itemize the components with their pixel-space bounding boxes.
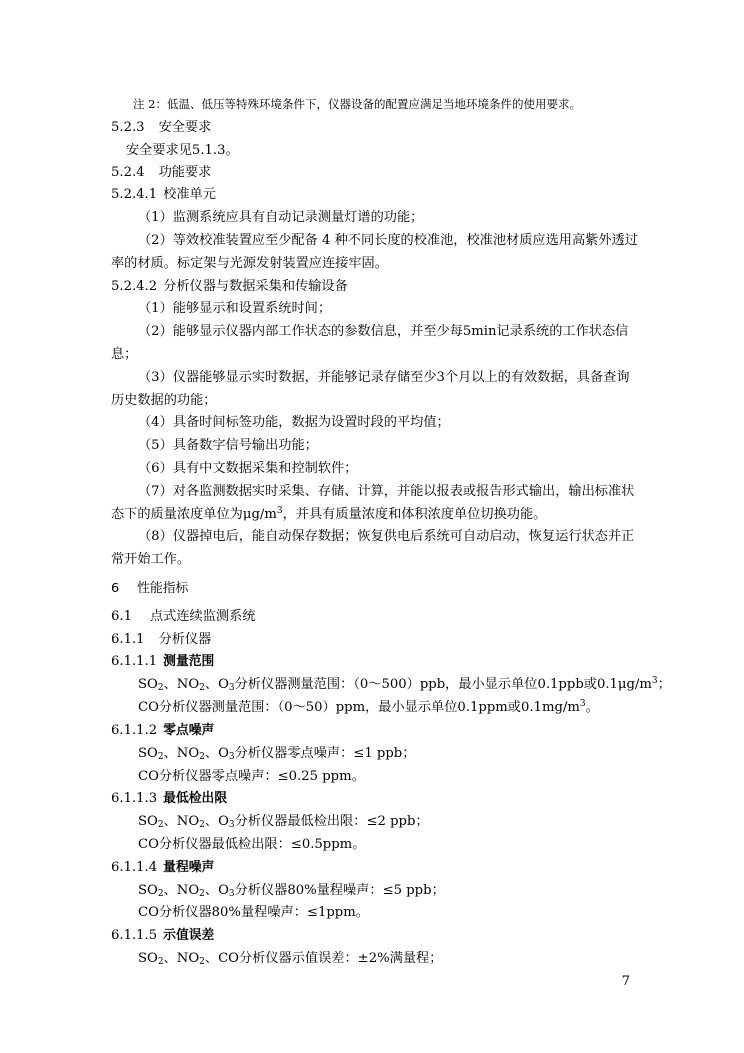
gas-co: CO <box>138 769 159 784</box>
separator: 、 <box>204 814 219 829</box>
list-item: （4）具备时间标签功能，数据为设置时段的平均值； <box>138 415 450 430</box>
subscript: 2 <box>157 820 164 830</box>
section-number: 5.2.4.1 <box>111 187 158 202</box>
list-item: （3）仪器能够显示实时数据，并能够记录存储至少3个月以上的有效数据，具备查询 <box>138 370 630 385</box>
section-title: 示值误差 <box>163 928 215 943</box>
gas-o: O <box>218 883 229 898</box>
text: ，并具有质量浓度和体积浓度单位切换功能。 <box>282 507 547 522</box>
gas-no: NO <box>176 677 200 692</box>
subscript: 2 <box>199 752 205 762</box>
subscript: 2 <box>157 889 164 899</box>
subscript: 3 <box>228 683 235 693</box>
section-title: 安全要求 <box>158 120 212 135</box>
list-item: （8）仪器掉电后，能自动保存数据；恢复供电后系统可自动启动，恢复运行状态并正 <box>138 529 635 544</box>
gas-co: CO <box>138 700 159 715</box>
gas-o: O <box>218 814 229 829</box>
superscript: 3 <box>579 699 586 709</box>
separator: 、 <box>163 951 177 966</box>
spec-line <box>138 745 415 763</box>
list-item-continuation: 常开始工作。 <box>111 552 191 567</box>
section-number: 5.2.4 <box>111 165 145 180</box>
heading-6-1-1-2 <box>111 722 214 740</box>
text: 分析仪器最低检出限：≤2 ppb； <box>234 814 429 829</box>
text: 分析仪器示值误差：±2%满量程； <box>238 951 443 966</box>
paragraph: 安全要求见5.1.3。 <box>126 143 239 158</box>
page-number: 7 <box>621 974 630 989</box>
text: 分析仪器零点噪声：≤1 ppb； <box>234 746 416 761</box>
spec-line <box>138 950 442 968</box>
subscript: 3 <box>228 820 235 830</box>
heading-6-1-1-3 <box>111 790 227 808</box>
section-title: 零点噪声 <box>163 723 215 738</box>
list-item-continuation: 历史数据的功能； <box>111 393 217 408</box>
heading-6-1-1-4 <box>111 859 214 877</box>
section-title: 性能指标 <box>137 581 189 596</box>
list-item-continuation: 息； <box>111 347 138 362</box>
section-number: 6.1.1.3 <box>111 791 158 806</box>
separator: 、 <box>163 814 177 829</box>
gas-o: O <box>218 746 229 761</box>
spec-line <box>138 882 445 900</box>
text: 。 <box>585 700 599 715</box>
text: 态下的质量浓度单位为μg/m <box>111 507 277 522</box>
section-number: 6.1.1 <box>111 632 145 647</box>
subscript: 2 <box>157 752 164 762</box>
text: 分析仪器80%量程噪声：≤1ppm。 <box>158 905 369 920</box>
section-title: 测量范围 <box>163 654 215 669</box>
gas-so: SO <box>138 814 158 829</box>
list-item: （7）对各监测数据实时采集、存储、计算，并能以报表或报告形式输出，输出标准状 <box>138 484 635 499</box>
heading-6-1-1-5 <box>111 927 214 945</box>
spec-line <box>138 676 671 694</box>
list-item: （6）具有中文数据采集和控制软件； <box>138 461 358 476</box>
subscript: 3 <box>228 889 235 899</box>
section-number: 5.2.3 <box>111 120 145 135</box>
subscript: 2 <box>157 957 164 967</box>
list-item-continuation <box>111 506 546 524</box>
gas-no: NO <box>176 814 200 829</box>
section-title: 分析仪器 <box>158 632 212 647</box>
list-item: （2）等效校准装置应至少配备 4 种不同长度的校准池，校准池材质应选用高紫外透过 <box>138 233 638 248</box>
gas-no: NO <box>176 883 200 898</box>
section-title: 校准单元 <box>163 187 216 202</box>
list-item: （1）监测系统应具有自动记录测量灯谱的功能； <box>138 210 424 225</box>
section-number: 6.1.1.5 <box>111 928 158 943</box>
text: ； <box>657 677 671 692</box>
gas-o: O <box>218 677 229 692</box>
gas-no: NO <box>176 951 200 966</box>
list-item: （2）能够显示仪器内部工作状态的参数信息，并至少每5min记录系统的工作状态信 <box>138 324 629 339</box>
list-item: （1）能够显示和设置系统时间； <box>138 301 332 316</box>
list-item: （5）具备数字信号输出功能； <box>138 438 318 453</box>
subscript: 3 <box>228 752 235 762</box>
separator: 、 <box>204 951 219 966</box>
spec-line <box>138 699 599 717</box>
subscript: 2 <box>199 683 205 693</box>
gas-so: SO <box>138 951 158 966</box>
heading-5-2-4 <box>111 164 211 182</box>
heading-6-1-1-1 <box>111 653 214 671</box>
section-title: 量程噪声 <box>163 860 215 875</box>
gas-so: SO <box>138 677 158 692</box>
gas-co: CO <box>138 905 159 920</box>
heading-6-1-1 <box>111 631 211 649</box>
spec-line <box>138 836 365 854</box>
section-number: 6.1.1.2 <box>111 723 158 738</box>
spec-line <box>138 768 365 786</box>
heading-5-2-4-2 <box>111 278 348 296</box>
section-title: 功能要求 <box>158 165 212 180</box>
gas-so: SO <box>138 883 158 898</box>
separator: 、 <box>204 883 219 898</box>
heading-6 <box>111 580 188 598</box>
section-number: 5.2.4.2 <box>111 279 158 294</box>
gas-co: CO <box>218 951 239 966</box>
heading-5-2-3 <box>111 119 211 137</box>
subscript: 2 <box>199 889 205 899</box>
heading-5-2-4-1 <box>111 186 216 204</box>
section-title: 最低检出限 <box>163 791 228 806</box>
spec-line <box>138 813 429 831</box>
separator: 、 <box>163 883 177 898</box>
list-item-continuation: 率的材质。标定架与光源发射装置应连接牢固。 <box>111 256 388 271</box>
text: 分析仪器测量范围：（0～500）ppb，最小显示单位0.1ppb或0.1μg/m <box>234 677 652 692</box>
gas-co: CO <box>138 837 159 852</box>
subscript: 2 <box>199 957 205 967</box>
subscript: 2 <box>199 820 205 830</box>
section-title: 点式连续监测系统 <box>149 609 256 624</box>
text: 分析仪器测量范围：（0～50）ppm，最小显示单位0.1ppm或0.1mg/m <box>158 700 580 715</box>
superscript: 3 <box>651 676 658 686</box>
separator: 、 <box>163 746 177 761</box>
section-number: 6.1.1.1 <box>111 654 158 669</box>
gas-so: SO <box>138 746 158 761</box>
note-2: 注 2：低温、低压等特殊环境条件下，仪器设备的配置应满足当地环境条件的使用要求。 <box>133 97 581 111</box>
separator: 、 <box>204 746 219 761</box>
section-title: 分析仪器与数据采集和传输设备 <box>163 279 348 294</box>
section-number: 6.1.1.4 <box>111 860 158 875</box>
heading-6-1 <box>111 608 255 626</box>
text: 分析仪器80%量程噪声：≤5 ppb； <box>234 883 445 898</box>
gas-no: NO <box>176 746 200 761</box>
subscript: 2 <box>157 683 164 693</box>
separator: 、 <box>204 677 219 692</box>
superscript: 3 <box>276 506 283 516</box>
text: 分析仪器最低检出限：≤0.5ppm。 <box>158 837 366 852</box>
section-number: 6.1 <box>111 609 132 624</box>
spec-line <box>138 904 369 922</box>
section-number: 6 <box>111 581 120 596</box>
text: 分析仪器零点噪声：≤0.25 ppm。 <box>158 769 365 784</box>
separator: 、 <box>163 677 177 692</box>
